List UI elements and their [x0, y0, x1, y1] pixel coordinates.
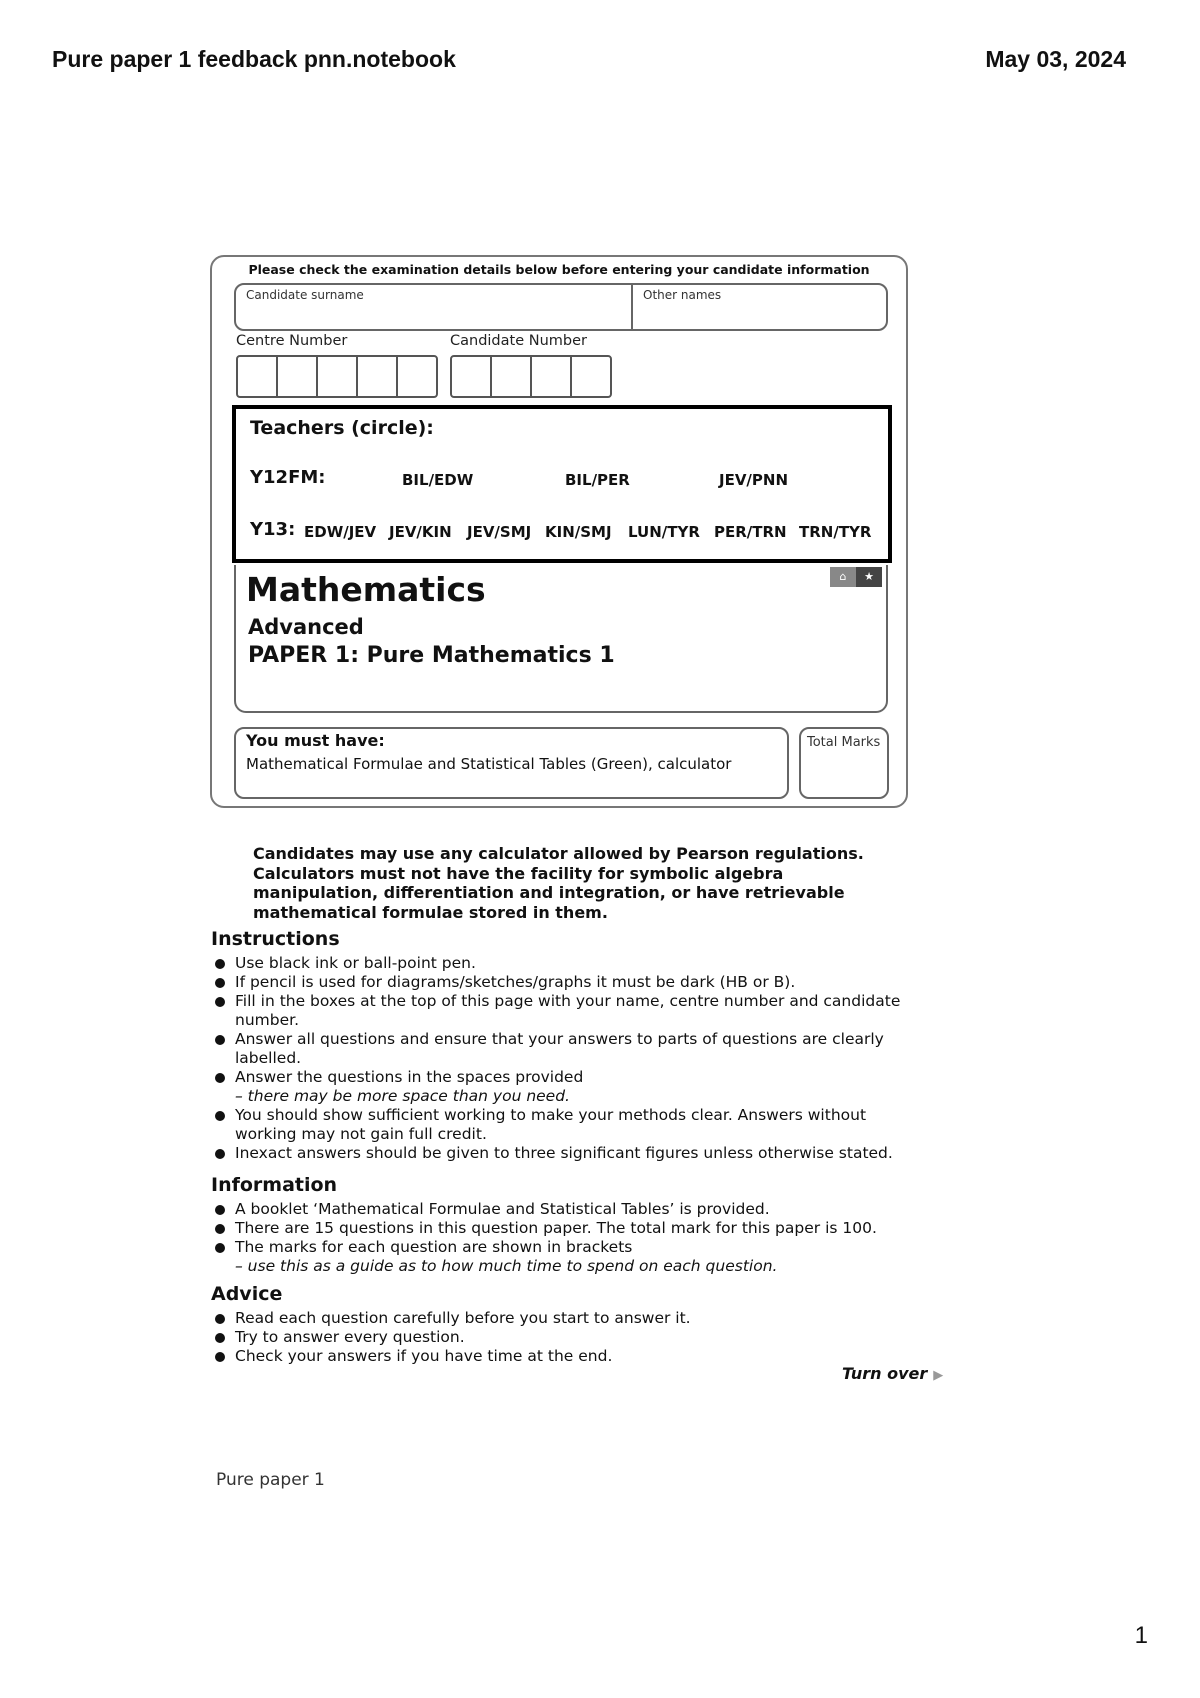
- list-item: Answer the questions in the spaces provided – there may be more space than you need.: [211, 1068, 931, 1106]
- list-item: Inexact answers should be given to three significant figures unless otherwise stated.: [211, 1144, 931, 1163]
- y13-label: Y13:: [250, 519, 296, 540]
- notebook-date: May 03, 2024: [985, 46, 1126, 72]
- home-icon: ⌂: [830, 567, 856, 587]
- teacher-option: BIL/EDW: [402, 471, 474, 489]
- teacher-option: JEV/SMJ: [467, 523, 532, 541]
- candidate-number-boxes: [450, 355, 612, 398]
- turn-over: Turn over ▶: [842, 1364, 944, 1383]
- check-notice: Please check the examination details below before entering your candidate information: [248, 262, 870, 277]
- must-have-text: Mathematical Formulae and Statistical Tables (Green), calculator: [246, 755, 732, 773]
- paper-title: PAPER 1: Pure Mathematics 1: [248, 643, 615, 668]
- teacher-option: EDW/JEV: [304, 523, 377, 541]
- candidate-number-label: Candidate Number: [450, 333, 587, 349]
- advice-section: [211, 1283, 931, 1366]
- subject-level: Advanced: [248, 615, 364, 639]
- subject-title: Mathematics: [246, 570, 486, 609]
- centre-number-label: Centre Number: [236, 333, 348, 349]
- paper-icons: [830, 567, 882, 587]
- teachers-title: Teachers (circle):: [250, 417, 434, 439]
- other-names-label: Other names: [643, 288, 722, 302]
- teacher-option: LUN/TYR: [628, 523, 700, 541]
- page-number: 1: [1134, 1622, 1148, 1649]
- total-marks-box: [799, 727, 889, 799]
- calculator-note: Candidates may use any calculator allowed by Pearson regulations. Calculators must not have the facility for symbolic algebra manipulation, differentiation and integration, or have retrievable mathematical formulae stored in them.: [253, 844, 864, 922]
- list-item: Fill in the boxes at the top of this page with your name, centre number and candidate number.: [211, 992, 931, 1030]
- candidate-surname-label: Candidate surname: [246, 288, 364, 302]
- centre-number-boxes: [236, 355, 438, 398]
- information-section: [211, 1174, 931, 1276]
- list-item: Try to answer every question.: [211, 1328, 931, 1347]
- star-icon: ★: [856, 567, 882, 587]
- y12-label: Y12FM:: [250, 467, 326, 488]
- instructions-title: Instructions: [211, 928, 340, 950]
- name-box: [234, 283, 888, 331]
- list-item: Read each question carefully before you start to answer it.: [211, 1309, 931, 1328]
- notebook-title: Pure paper 1 feedback pnn.notebook: [52, 46, 456, 72]
- instructions-section: [211, 928, 931, 1163]
- list-item: There are 15 questions in this question paper. The total mark for this paper is 100.: [211, 1219, 931, 1238]
- list-item: The marks for each question are shown in brackets – use this as a guide as to how much time to spend on each question.: [211, 1238, 931, 1276]
- total-marks-label: Total Marks: [807, 735, 881, 750]
- teacher-option: JEV/PNN: [719, 471, 789, 489]
- list-item: Use black ink or ball-point pen.: [211, 954, 931, 973]
- teacher-option: BIL/PER: [565, 471, 630, 489]
- list-item-note: – use this as a guide as to how much time to spend on each question.: [235, 1257, 778, 1275]
- list-item: If pencil is used for diagrams/sketches/graphs it must be dark (HB or B).: [211, 973, 931, 992]
- must-have-box: [234, 727, 789, 799]
- teacher-option: KIN/SMJ: [545, 523, 612, 541]
- list-item: You should show sufficient working to make your methods clear. Answers without working may not gain full credit.: [211, 1106, 931, 1144]
- advice-title: Advice: [211, 1283, 283, 1305]
- must-have-title: You must have:: [246, 731, 385, 750]
- teacher-option: JEV/KIN: [389, 523, 452, 541]
- teacher-option: PER/TRN: [714, 523, 787, 541]
- teacher-option: TRN/TYR: [799, 523, 872, 541]
- list-item: A booklet ‘Mathematical Formulae and Statistical Tables’ is provided.: [211, 1200, 931, 1219]
- information-title: Information: [211, 1174, 338, 1196]
- list-item: Answer all questions and ensure that your answers to parts of questions are clearly labelled.: [211, 1030, 931, 1068]
- teachers-box: [232, 405, 892, 563]
- play-arrow-icon: ▶: [933, 1368, 944, 1383]
- footer-note: Pure paper 1: [216, 1470, 325, 1490]
- list-item: Check your answers if you have time at the end.: [211, 1347, 931, 1366]
- list-item-note: – there may be more space than you need.: [235, 1087, 570, 1105]
